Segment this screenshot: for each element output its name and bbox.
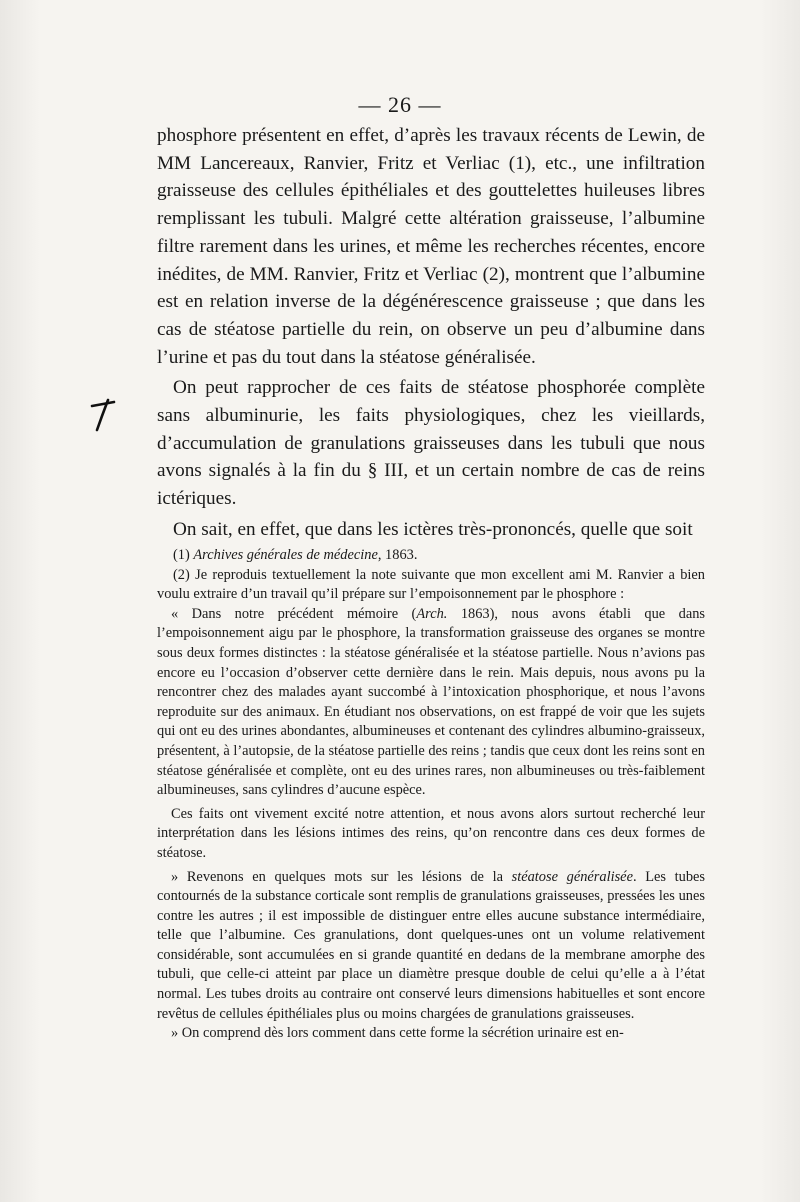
handwritten-mark-icon [88,398,118,434]
quote-3-text-b: . Les tubes contournés de la substance corticale sont remplis de granulations graisseuses, pressées les unes contre les autres ; il est impossible de distinguer entre elles aucune substance intermédiaire, telle que l’albumine. Ces granulations, dont quelques-unes ont un volume relativement considérable, sont accumulées en si grande quantité en dedans de la membrane amorphe des tubuli, que celle-ci atteint par place un diamètre presque double de celui qu’elle a à l’état normal. Les tubes droits au contraire ont conservé leurs dimensions habituelles et sont encore revêtus de cellules épithéliales plus ou moins chargées de granulations graisseuses. [157,868,706,1022]
page-number: — 26 — [358,92,442,117]
footnote-1-title: Archives générales de médecine [193,547,378,563]
quote-paragraph-2: Ces faits ont vivement excité notre attention, et nous avons alors surtout recherché leur interprétation dans les lésions intimes des reins, qu’on rencontre dans ces deux formes de stéatose. [157,805,705,861]
quote-3-text-a: » Revenons en quelques mots sur les lésions de la [171,868,512,885]
paragraph-2: On peut rapprocher de ces faits de stéatose phosphorée complète sans albuminurie, les faits physiologiques, chez les vieillards, d’accumulation de granulations graisseuses dans les tubuli que nous avons signalés à la fin du § III, et un certain nombre de cas de reins ictériques. [157,377,705,510]
quote-paragraph-3 [157,868,705,1025]
paragraph-3: On sait, en effet, que dans les ictères très-prononcés, quelle que soit [173,518,693,540]
footnote-2: (2) Je reproduis textuellement la note suivante que mon excellent ami M. Ranvier a bien voulu extraire d’un travail qu’il prépare sur l’empoisonnement par le phosphore : [157,566,705,603]
quote-paragraph-4: » On comprend dès lors comment dans cette forme la sécrétion urinaire est en- [171,1025,624,1042]
footnote-1 [157,546,705,566]
quote-3-italic: stéatose généralisée [511,868,633,885]
main-text [157,122,705,544]
footnote-1-year: , 1863. [377,547,418,563]
quote-1-text-a: « Dans notre précédent mémoire ( [171,605,417,622]
footnote-1-number: (1) [173,547,190,563]
paragraph-1: phosphore présentent en effet, d’après les travaux récents de Lewin, de MM Lancereaux, Ranvier, Fritz et Verliac (1), etc., une infiltration graisseuse des cellules épithéliales et des gouttelettes huileuses libres remplissant les tubuli. Malgré cette altération graisseuse, l’albumine filtre rarement dans les urines, et même les recherches récentes, encore inédites, de MM. Ranvier, Fritz et Verliac (2), montrent que l’albumine est en relation inverse de la dégénérescence graisseuse ; que dans les cas de stéatose partielle du rein, on observe un peu d’albumine dans l’urine et pas du tout dans la stéatose généralisée. [157,125,705,368]
quote-1-text-b: 1863), nous avons établi que dans l’empoisonnement aigu par le phosphore, la transformation graisseuse des organes se montre sous deux formes distinctes : la stéatose généralisée et la stéatose partielle. Nous n’avions pas encore eu l’occasion d’observer cette dernière dans le rein. Mais depuis, nous avons pu la rencontrer chez des malades ayant succombé à l’intoxication phosphorique, et nous l’avons reproduite sur des animaux. En étudiant nos observations, on est frappé de voir que les sujets qui ont eu des urines abondantes, albumineuses et contenant des cylindres albumino-graisseux, présentent, à l’autopsie, de la stéatose partielle des reins ; tandis que ceux dont les reins sont en stéatose généralisée et complète, ont eu des urines rares, non albumineuses ou très-faiblement albumineuses, sans cylindres d’aucune espèce. [157,605,705,799]
footnotes [157,546,705,1044]
quote-1-arch: Arch. [416,605,448,622]
quote-paragraph-1 [157,605,705,801]
